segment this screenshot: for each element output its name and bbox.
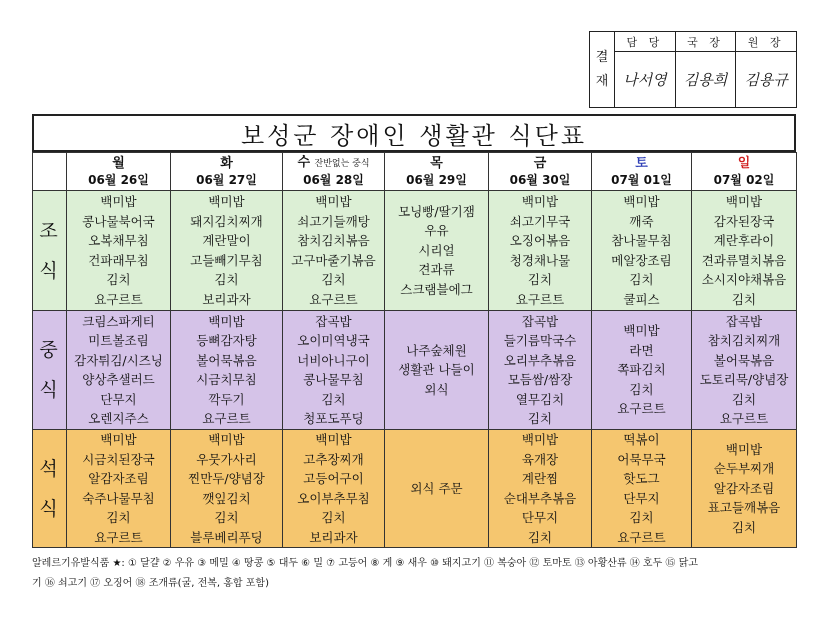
menu-item: 라면 [629,342,654,358]
menu-cell [283,430,385,548]
approval-column-manager [615,32,676,107]
approval-label-char-1: 결 [595,49,609,65]
menu-item-list [171,312,282,429]
menu-item: 오이부추무침 [297,490,370,506]
day-date: 06월 26일 [88,172,149,187]
menu-item-list [592,192,691,309]
menu-item: 참나물무침 [611,233,672,248]
menu-cell [385,191,489,311]
menu-item: 오복채무침 [88,233,149,248]
menu-item: 김치 [214,510,239,525]
menu-item: 청경채나물 [509,252,571,268]
menu-item: 고들빼기무침 [190,252,263,268]
menu-item: 미트볼조림 [88,333,149,348]
menu-item: 볼어묵볶음 [196,352,257,368]
lunch-row [33,311,797,430]
menu-cell [592,430,692,548]
day-note: 잔반없는 중식 [314,159,370,169]
menu-item: 김치 [731,519,757,535]
signature: 김용희 [683,71,728,89]
menu-item: 백미밥 [725,194,763,209]
menu-item: 외식 [424,381,449,397]
menu-item: 쇠고기들깨탕 [297,213,370,229]
menu-item: 고구마줄기볶음 [291,252,376,268]
menu-cell [489,191,592,311]
menu-item: 청포도푸딩 [303,411,364,426]
day-header-wed [283,153,385,191]
menu-item: 백미밥 [208,313,245,329]
menu-item: 백미밥 [623,194,660,209]
menu-item-list [67,192,170,309]
menu-item-list [385,479,488,499]
menu-item: 우유 [424,223,449,239]
menu-item: 감자튀김/시즈닝 [74,352,163,368]
menu-item: 소시지야채볶음 [701,272,787,287]
menu-item-list [592,321,691,419]
day-date: 07월 01일 [611,172,672,187]
day-date: 07월 02일 [713,172,775,187]
menu-item: 등뼈감자탕 [196,333,257,348]
menu-item: 모듬쌈/쌈장 [507,372,573,387]
menu-item: 백미밥 [100,194,137,209]
menu-item: 김치 [214,272,239,287]
menu-item: 백미밥 [725,441,763,457]
menu-cell [385,430,489,548]
menu-item: 시리얼 [418,242,455,258]
menu-item: 김치 [527,272,553,287]
menu-item: 블루베리푸딩 [190,529,263,545]
menu-cell [67,191,171,311]
approval-label-char-2: 재 [595,73,609,89]
menu-item: 생활관 나들이 [398,362,475,378]
menu-item: 김치 [106,272,131,287]
allergy-note [32,554,802,594]
menu-item: 열무김치 [515,391,565,407]
menu-item: 양상추샐러드 [82,372,155,387]
menu-item: 백미밥 [315,432,352,447]
menu-item-list [692,192,796,309]
menu-item: 김치 [629,272,654,287]
menu-item-list [67,430,170,547]
menu-item: 콩나물무침 [303,372,364,387]
menu-item: 깻잎김치 [202,490,251,506]
menu-item-list [283,312,384,429]
approval-role: 국 장 [676,32,736,52]
menu-cell [385,311,489,430]
menu-item: 보리과자 [309,529,358,545]
meal-label-char: 식 [39,379,60,401]
menu-cell [171,430,283,548]
menu-item: 외식 주문 [410,480,463,496]
day-name: 월 [112,155,125,171]
menu-item: 볼어묵볶음 [713,352,775,368]
corner-cell [33,153,67,191]
menu-cell [67,430,171,548]
menu-item: 핫도그 [623,471,660,486]
menu-item: 백미밥 [208,194,245,209]
menu-item: 견과류 [418,262,455,278]
day-name: 화 [220,155,233,171]
allergy-line-1 [32,554,802,574]
approval-role: 담 당 [615,32,675,52]
day-date: 06월 30일 [509,172,571,187]
approval-label [590,32,615,107]
menu-item: 김치 [106,510,131,525]
menu-item: 크림스파게티 [82,313,155,329]
dinner-row [33,430,797,548]
meal-label-char: 식 [39,497,60,520]
approval-role: 원 장 [736,32,796,52]
menu-item: 어묵무국 [617,451,666,467]
day-name-with-note [283,155,384,172]
menu-cell [489,311,592,430]
menu-item: 알감자조림 [713,480,775,496]
menu-cell [592,191,692,311]
approval-column-head [736,32,796,107]
menu-item: 요구르트 [202,411,251,426]
menu-item: 고추장찌개 [303,451,364,467]
menu-item-list [489,312,591,429]
menu-cell [489,430,592,548]
menu-item: 육개장 [521,451,559,467]
menu-item: 순대부추볶음 [503,490,577,506]
menu-item: 김치 [321,510,346,525]
menu-item-list [489,430,591,547]
menu-item: 시금치된장국 [82,451,155,467]
menu-item: 쪽파김치 [617,362,666,378]
menu-item: 백미밥 [208,432,245,447]
menu-item: 들기름막국수 [503,333,577,348]
menu-item: 오리부추볶음 [503,352,577,368]
menu-item: 요구르트 [309,291,358,307]
menu-item: 참치김치찌개 [707,333,781,348]
menu-item: 메알장조림 [611,252,672,268]
menu-item: 백미밥 [521,194,559,209]
menu-cell [692,311,797,430]
menu-item: 견과류멸치볶음 [701,252,787,268]
menu-item: 감자된장국 [713,213,775,229]
meal-label [33,311,67,430]
menu-item-list [385,202,488,300]
day-name: 목 [430,155,443,171]
menu-item: 너비아니구이 [297,352,370,368]
signature: 나서영 [623,71,667,89]
menu-item: 우뭇가사리 [196,451,257,467]
meal-label-char: 식 [39,259,60,282]
menu-item: 계란후라이 [713,233,775,248]
menu-cell [171,311,283,430]
menu-item: 순두부찌개 [713,461,775,477]
menu-item: 계란말이 [202,233,251,248]
menu-item: 콩나물북어국 [82,213,155,229]
header-row [33,153,797,191]
title-box [32,114,796,152]
menu-item: 김치 [731,291,757,307]
menu-cell [171,191,283,311]
menu-item: 떡볶이 [623,432,660,447]
page-title: 보성군 장애인 생활관 식단표 [240,121,588,150]
menu-item: 알감자조림 [88,471,149,486]
day-header-mon [67,153,171,191]
menu-item: 참치김치볶음 [297,233,370,248]
menu-item: 요구르트 [617,401,666,417]
day-date: 06월 27일 [196,172,257,187]
menu-item: 요구르트 [94,529,143,545]
menu-item-list [385,341,488,400]
menu-item: 스크램블에그 [400,281,473,297]
menu-item: 요구르트 [515,291,565,307]
menu-item: 쇠고기무국 [509,213,571,229]
menu-item: 오렌지주스 [88,411,149,426]
day-date: 06월 29일 [406,172,467,187]
menu-item: 김치 [527,411,553,426]
menu-item: 요구르트 [719,411,769,426]
menu-item: 도토리묵/양념장 [699,372,789,387]
menu-item: 건파래무침 [88,252,149,268]
menu-item: 잡곡밥 [725,313,763,329]
breakfast-row [33,191,797,311]
day-header-sat [592,153,692,191]
menu-item-list [283,192,384,309]
approval-column-director [676,32,737,107]
day-date: 06월 28일 [303,173,364,187]
day-name: 토 [635,155,648,171]
menu-item-list [692,440,796,538]
menu-item: 표고들깨볶음 [707,500,781,516]
menu-item: 깨죽 [629,213,654,229]
menu-cell [592,311,692,430]
menu-item: 나주숲체원 [406,342,467,358]
day-header-fri [489,153,592,191]
menu-item: 보리과자 [202,291,251,307]
day-name: 수 [297,155,310,170]
meal-label-char: 석 [39,457,60,480]
menu-item: 김치 [629,510,654,525]
menu-item: 모닝빵/딸기잼 [398,203,475,219]
meal-label-char: 조 [39,219,60,242]
menu-item: 요구르트 [617,529,666,545]
day-name: 일 [737,155,751,171]
menu-item: 단무지 [521,510,559,525]
menu-item: 숙주나물무침 [82,490,155,506]
menu-body [33,191,797,548]
signature: 김용규 [744,71,788,89]
day-name: 금 [533,155,547,171]
menu-item: 잡곡밥 [315,313,352,329]
menu-item: 깍두기 [208,391,245,407]
menu-item-list [592,430,691,547]
menu-item-list [67,312,170,429]
menu-cell [67,311,171,430]
menu-item: 김치 [527,529,553,545]
meal-label [33,430,67,548]
menu-item: 단무지 [623,490,660,506]
menu-item: 백미밥 [623,323,660,339]
meal-label [33,191,67,311]
menu-item: 계란찜 [521,471,559,486]
menu-item: 김치 [731,391,757,407]
menu-item-list [692,312,796,429]
menu-cell [692,430,797,548]
menu-item: 김치 [629,381,654,397]
approval-box [589,31,797,108]
menu-item: 시금치무침 [196,372,257,387]
menu-item: 김치 [321,272,346,287]
menu-item-list [171,430,282,547]
allergy-line-2: 기 ⑯ 쇠고기 ⑰ 오징어 ⑱ 조개류(굴, 전복, 홍합 포함) [32,578,269,589]
menu-table [32,152,797,548]
allergy-list: ① 달걀 ② 우유 ③ 메밀 ④ 땅콩 ⑤ 대두 ⑥ 밀 ⑦ 고등어 ⑧ 게 ⑨ 새우 ⑩ 돼지고기 ⑪ 복숭아 ⑫ 토마토 ⑬ 아황산류 ⑭ 호두 ⑮ 닭고 [124,558,698,569]
menu-item: 돼지김치찌개 [190,213,263,229]
menu-item: 잡곡밥 [521,313,559,329]
menu-item: 쿨피스 [623,291,660,307]
day-header-tue [171,153,283,191]
menu-item: 백미밥 [100,432,137,447]
menu-item: 백미밥 [315,194,352,209]
menu-cell [692,191,797,311]
day-header-thu [385,153,489,191]
meal-label-char: 중 [39,339,60,361]
menu-item-list [283,430,384,547]
menu-item: 김치 [321,391,346,407]
menu-cell [283,191,385,311]
menu-item-list [489,192,591,309]
menu-item: 백미밥 [521,432,559,447]
menu-item: 요구르트 [94,291,143,307]
menu-item: 단무지 [100,391,137,407]
day-header-sun [692,153,797,191]
menu-item: 찐만두/양념장 [188,471,265,486]
allergy-heading: 알레르기유발식품 ★: [32,558,125,569]
menu-cell [283,311,385,430]
menu-item: 오이미역냉국 [297,333,370,348]
menu-item: 오징어볶음 [509,233,571,248]
menu-item: 고등어구이 [303,471,364,486]
menu-item-list [171,192,282,309]
